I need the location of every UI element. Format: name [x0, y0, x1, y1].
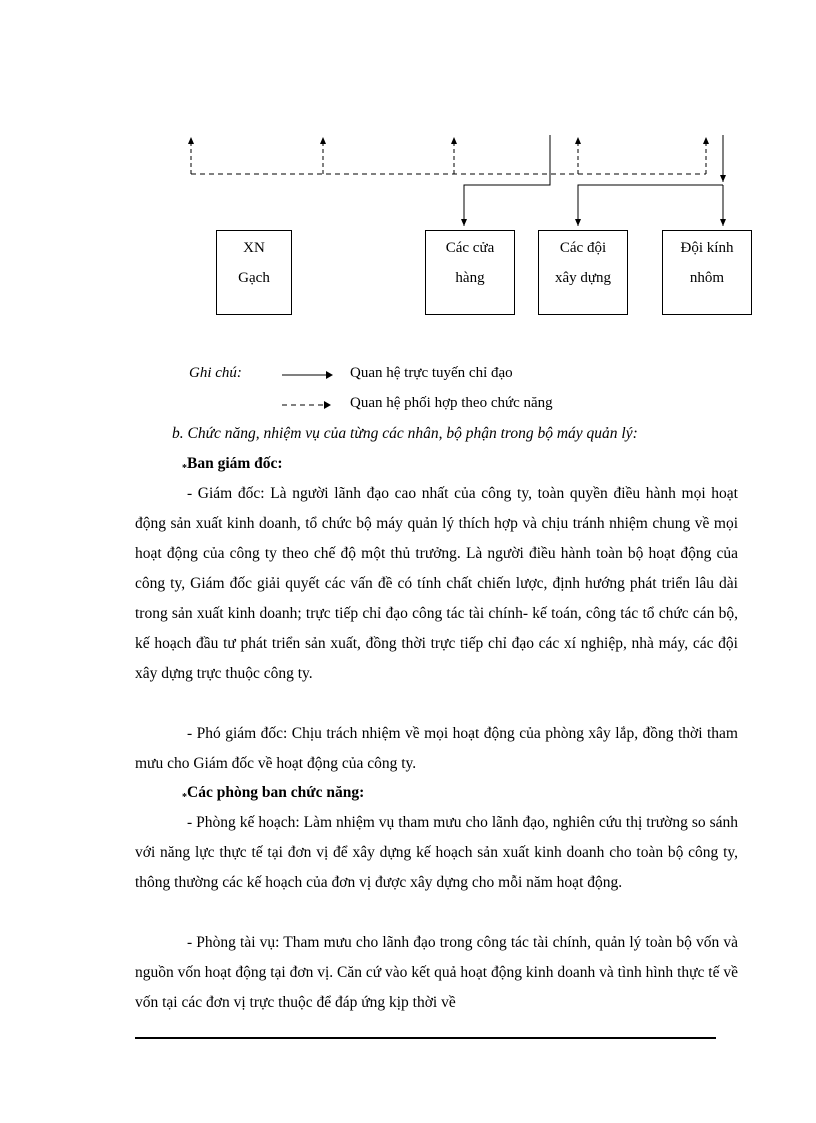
box-doi-kinh-nhom: Đội kính nhôm	[662, 230, 752, 315]
solid-line-to-doi-xay-dung	[578, 185, 723, 226]
bullet-star-icon: *	[182, 792, 187, 803]
bullet-star-icon: *	[182, 463, 187, 474]
paragraph-phong-ke-hoach: - Phòng kế hoạch: Làm nhiệm vụ tham mưu cho lãnh đạo, nghiên cứu thị trường so sánh với năng lực thực tế tại đơn vị để xây dựng kế hoạch sản xuất kinh doanh cho toàn bộ công ty, thông thường các kế hoạch của đơn vị được xây dựng cho mỗi năm hoạt động.	[135, 814, 738, 891]
box-xn-gach: XN Gạch	[216, 230, 292, 315]
box-cac-cua-hang: Các cửa hàng	[425, 230, 515, 315]
legend-dashed-text: Quan hệ phối hợp theo chức năng	[350, 395, 553, 411]
legend-solid-arrow-icon	[282, 370, 334, 380]
paragraph-giam-doc: - Giám đốc: Là người lãnh đạo cao nhất của công ty, toàn quyền điều hành mọi hoạt động sản xuất kinh doanh, tổ chức bộ máy quản lý thích hợp và chịu tránh nhiệm chung về mọi hoạt động của công ty theo chế độ một thủ trưởng. Là người điều hành toàn bộ hoạt động của công ty, Giám đốc giải quyết các vấn đề có tính chất chiến lược, định hướng phát triển lâu dài trong sản xuất kinh doanh; trực tiếp chỉ đạo công tác tài chính- kế toán, công tác tổ chức cán bộ, kế hoạch đầu tư phát triển sản xuất, đồng thời trực tiếp chỉ đạo các xí nghiệp, nhà máy, các đội xây dựng trực thuộc công ty.	[135, 485, 738, 682]
section-b-heading: b. Chức năng, nhiệm vụ của từng các nhân, bộ phận trong bộ máy quản lý:	[172, 425, 638, 442]
legend-dashed-arrow-icon	[282, 400, 334, 410]
paragraph-pho-giam-doc: - Phó giám đốc: Chịu trách nhiệm về mọi hoạt động của phòng xây lắp, đồng thời tham mưu cho Giám đốc về hoạt động của công ty.	[135, 725, 738, 772]
solid-line-to-cua-hang	[464, 135, 550, 226]
ban-giam-doc-heading: *Ban giám đốc:	[182, 455, 283, 474]
phong-ban-heading: *Các phòng ban chức năng:	[182, 784, 365, 803]
box-cac-doi-xay-dung: Các đội xây dựng	[538, 230, 628, 315]
paragraph-phong-tai-vu: - Phòng tài vụ: Tham mưu cho lãnh đạo trong công tác tài chính, quản lý toàn bộ vốn và nguồn vốn hoạt động tại đơn vị. Căn cứ vào kết quả hoạt động kinh doanh và tình hình thực tế về vốn tại các đơn vị trực thuộc để đáp ứng kịp thời về	[135, 934, 738, 1011]
legend-solid-text: Quan hệ trực tuyến chỉ đạo	[350, 365, 513, 381]
footer-rule	[135, 1037, 716, 1039]
legend-label: Ghi chú:	[189, 365, 242, 381]
